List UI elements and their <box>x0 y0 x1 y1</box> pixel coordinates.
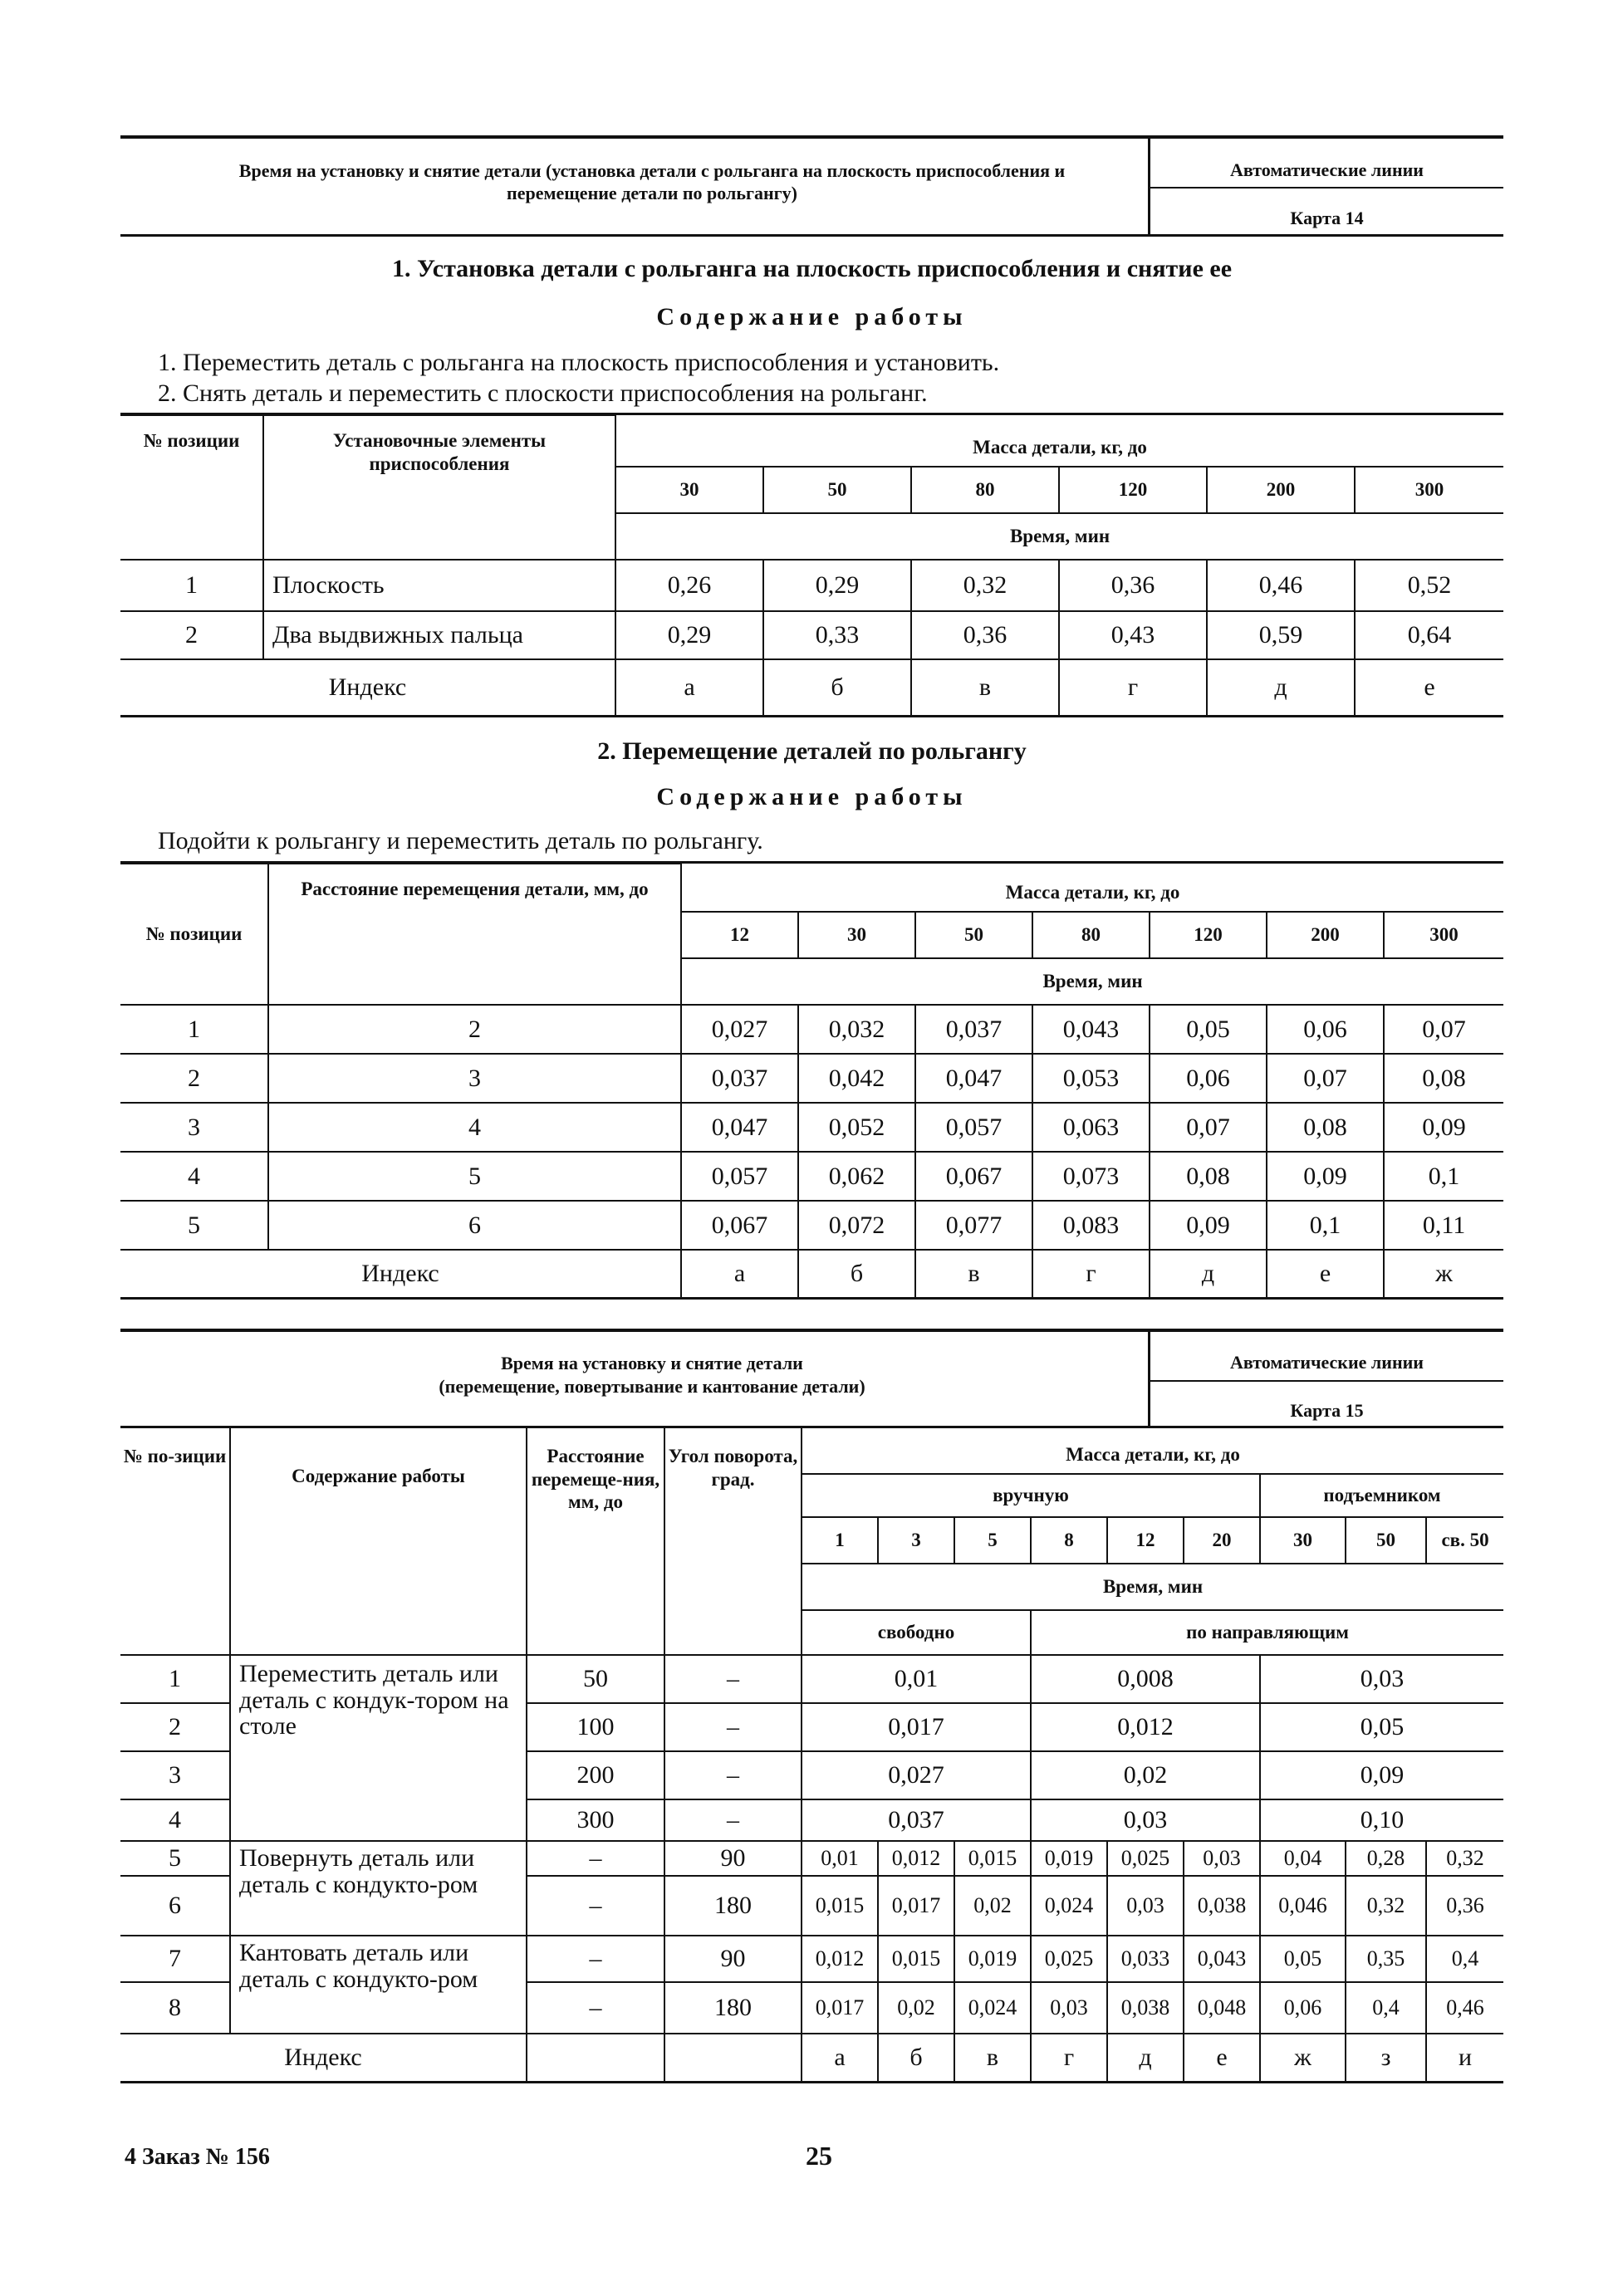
cell-value: 0,03 <box>1031 1982 1107 2034</box>
cell-value: 0,017 <box>878 1876 954 1936</box>
cell-value: 0,4 <box>1346 1982 1426 2034</box>
manual-header: вручную <box>802 1474 1260 1517</box>
mass-col: 3 <box>878 1517 954 1564</box>
cell-content: Кантовать деталь или деталь с кондукто-ром <box>230 1936 527 2034</box>
mass-header: Масса детали, кг, до <box>802 1427 1503 1474</box>
cell-distance: 3 <box>268 1054 681 1103</box>
cell-distance: – <box>527 1982 664 2034</box>
cell-value: 0,29 <box>615 611 763 659</box>
cell-value: 0,29 <box>763 560 911 611</box>
hoist-header: подъемником <box>1260 1474 1503 1517</box>
index-cell: з <box>1346 2034 1426 2082</box>
cell-value: 0,048 <box>1184 1982 1260 2034</box>
time-header: Время, мин <box>681 958 1503 1005</box>
section2-content-title: Содержание работы <box>656 783 968 810</box>
table-row <box>120 560 1503 611</box>
cell-angle: – <box>664 1655 802 1703</box>
cell-guides: 0,02 <box>1031 1751 1260 1799</box>
cell-value: 0,08 <box>1267 1103 1384 1152</box>
table-row <box>120 1655 1503 1703</box>
cell-angle: 90 <box>664 1841 802 1876</box>
col-header-content: Содержание работы <box>230 1427 527 1655</box>
index-row <box>120 1250 1503 1298</box>
table-setup-removal <box>120 414 1503 717</box>
cell-position: 3 <box>120 1751 230 1799</box>
cell-value: 0,06 <box>1267 1005 1384 1054</box>
cell-position: 2 <box>120 1054 268 1103</box>
mass-col: 200 <box>1207 467 1355 513</box>
cell-position: 1 <box>120 1655 230 1703</box>
index-cell: е <box>1184 2034 1260 2082</box>
cell-value: 0,36 <box>1426 1876 1503 1936</box>
cell-position: 6 <box>120 1876 230 1936</box>
cell-distance: 50 <box>527 1655 664 1703</box>
card15-title-line1: Время на установку и снятие детали <box>501 1353 803 1373</box>
cell-value: 0,07 <box>1384 1005 1503 1054</box>
cell-value: 0,01 <box>802 1841 878 1876</box>
cell-position: 2 <box>120 611 263 659</box>
card15-number: Карта 15 <box>1290 1400 1364 1421</box>
index-cell: б <box>798 1250 915 1298</box>
cell-value: 0,057 <box>915 1103 1032 1152</box>
index-cell: д <box>1150 1250 1267 1298</box>
table-roller-movement <box>120 863 1503 1300</box>
section1-step-2: 2. Снять деталь и переместить с плоскости приспособления на рольганг. <box>158 379 928 407</box>
mass-col: 50 <box>763 467 911 513</box>
index-cell: а <box>802 2034 878 2082</box>
cell-angle: – <box>664 1799 802 1841</box>
cell-position: 7 <box>120 1936 230 1982</box>
cell-content: Повернуть деталь или деталь с кондукто-ром <box>230 1841 527 1936</box>
section1-heading: 1. Установка детали с рольганга на плоскость приспособления и снятие ее <box>391 255 1233 282</box>
cell-value: 0,06 <box>1150 1054 1267 1103</box>
cell-distance: 200 <box>527 1751 664 1799</box>
cell-element: Плоскость <box>263 560 615 611</box>
mass-col: 12 <box>1107 1517 1184 1564</box>
mass-col: 200 <box>1267 912 1384 958</box>
card15-header-mid-rule <box>1150 1380 1503 1382</box>
cell-value: 0,09 <box>1267 1152 1384 1201</box>
index-cell: в <box>915 1250 1032 1298</box>
mass-col: 120 <box>1059 467 1207 513</box>
section1-content-title: Содержание работы <box>656 303 968 330</box>
index-row <box>120 659 1503 716</box>
cell-value: 0,047 <box>915 1054 1032 1103</box>
header-mid-rule <box>1150 187 1503 188</box>
cell-guides: 0,008 <box>1031 1655 1260 1703</box>
col-header-elements: Установочные элементы приспособления <box>263 415 615 560</box>
col-header-position: № позиции <box>120 864 268 1005</box>
table-row <box>120 1005 1503 1054</box>
time-header: Время, мин <box>615 513 1503 560</box>
mass-col: 30 <box>1260 1517 1346 1564</box>
index-label: Индекс <box>120 2034 527 2082</box>
cell-value: 0,05 <box>1260 1936 1346 1982</box>
cell-value: 0,046 <box>1260 1876 1346 1936</box>
index-cell: и <box>1426 2034 1503 2082</box>
index-cell: а <box>681 1250 798 1298</box>
cell-value: 0,015 <box>802 1876 878 1936</box>
card15-category: Автоматические линии <box>1230 1352 1424 1373</box>
cell-hoist: 0,05 <box>1260 1703 1503 1751</box>
cell-value: 0,038 <box>1107 1982 1184 2034</box>
cell-free: 0,017 <box>802 1703 1031 1751</box>
cell-distance: 2 <box>268 1005 681 1054</box>
guides-header: по направляющим <box>1031 1610 1503 1655</box>
table-move-turn-tilt <box>120 1427 1503 2083</box>
cell-hoist: 0,03 <box>1260 1655 1503 1703</box>
index-cell: ж <box>1384 1250 1503 1298</box>
cell-distance: 300 <box>527 1799 664 1841</box>
cell-angle: – <box>664 1703 802 1751</box>
index-label: Индекс <box>120 659 615 716</box>
cell-value: 0,067 <box>681 1201 798 1250</box>
empty-cell <box>527 2034 664 2082</box>
cell-value: 0,047 <box>681 1103 798 1152</box>
footer-page-number: 25 <box>806 2141 832 2171</box>
cell-value: 0,04 <box>1260 1841 1346 1876</box>
section2-step: Подойти к рольгангу и переместить деталь по рольгангу. <box>158 827 763 854</box>
cell-free: 0,037 <box>802 1799 1031 1841</box>
table-row <box>120 1103 1503 1152</box>
cell-hoist: 0,09 <box>1260 1751 1503 1799</box>
cell-position: 1 <box>120 560 263 611</box>
cell-value: 0,1 <box>1384 1152 1503 1201</box>
cell-value: 0,36 <box>1059 560 1207 611</box>
mass-col: 300 <box>1355 467 1503 513</box>
cell-value: 0,019 <box>954 1936 1031 1982</box>
cell-value: 0,015 <box>878 1936 954 1982</box>
cell-value: 0,037 <box>915 1005 1032 1054</box>
cell-distance: 5 <box>268 1152 681 1201</box>
cell-value: 0,042 <box>798 1054 915 1103</box>
col-header-distance: Расстояние перемеще-ния, мм, до <box>527 1427 664 1655</box>
cell-value: 0,07 <box>1150 1103 1267 1152</box>
col-header-position: № по-зиции <box>120 1427 230 1655</box>
cell-value: 0,28 <box>1346 1841 1426 1876</box>
index-cell: е <box>1355 659 1503 716</box>
cell-value: 0,07 <box>1267 1054 1384 1103</box>
mass-col: 30 <box>615 467 763 513</box>
table-row <box>120 1201 1503 1250</box>
cell-value: 0,057 <box>681 1152 798 1201</box>
cell-value: 0,64 <box>1355 611 1503 659</box>
cell-value: 0,08 <box>1150 1152 1267 1201</box>
cell-guides: 0,03 <box>1031 1799 1260 1841</box>
cell-value: 0,59 <box>1207 611 1355 659</box>
index-cell: е <box>1267 1250 1384 1298</box>
col-header-angle: Угол поворота, град. <box>664 1427 802 1655</box>
cell-value: 0,062 <box>798 1152 915 1201</box>
section2-heading: 2. Перемещение деталей по рольгангу <box>597 737 1027 765</box>
index-label: Индекс <box>120 1250 681 1298</box>
cell-value: 0,46 <box>1207 560 1355 611</box>
card14-number: Карта 14 <box>1290 208 1364 228</box>
table-row <box>120 1936 1503 1982</box>
cell-value: 0,012 <box>802 1936 878 1982</box>
cell-value: 0,03 <box>1107 1876 1184 1936</box>
cell-value: 0,43 <box>1059 611 1207 659</box>
cell-value: 0,4 <box>1426 1936 1503 1982</box>
cell-position: 3 <box>120 1103 268 1152</box>
footer-order: 4 Заказ № 156 <box>125 2144 270 2170</box>
cell-value: 0,015 <box>954 1841 1031 1876</box>
cell-value: 0,05 <box>1150 1005 1267 1054</box>
index-cell: б <box>763 659 911 716</box>
index-cell: в <box>911 659 1059 716</box>
cell-value: 0,038 <box>1184 1876 1260 1936</box>
cell-content: Переместить деталь или деталь с кондук-тором на столе <box>230 1655 527 1841</box>
index-cell: г <box>1032 1250 1150 1298</box>
table-row <box>120 1054 1503 1103</box>
cell-value: 0,11 <box>1384 1201 1503 1250</box>
cell-element: Два выдвижных пальца <box>263 611 615 659</box>
empty-cell <box>664 2034 802 2082</box>
index-cell: д <box>1207 659 1355 716</box>
cell-value: 0,02 <box>878 1982 954 2034</box>
mass-header: Масса детали, кг, до <box>615 415 1503 467</box>
section1-step-1: 1. Переместить деталь с рольганга на плоскость приспособления и установить. <box>158 349 1000 376</box>
cell-position: 5 <box>120 1841 230 1876</box>
mass-col: 1 <box>802 1517 878 1564</box>
mass-header: Масса детали, кг, до <box>681 864 1503 912</box>
cell-value: 0,09 <box>1150 1201 1267 1250</box>
cell-value: 0,043 <box>1184 1936 1260 1982</box>
cell-value: 0,32 <box>1426 1841 1503 1876</box>
index-cell: б <box>878 2034 954 2082</box>
cell-value: 0,025 <box>1107 1841 1184 1876</box>
cell-position: 4 <box>120 1152 268 1201</box>
cell-value: 0,077 <box>915 1201 1032 1250</box>
cell-value: 0,043 <box>1032 1005 1150 1054</box>
cell-position: 5 <box>120 1201 268 1250</box>
card15-top-rule <box>120 1329 1503 1332</box>
cell-hoist: 0,10 <box>1260 1799 1503 1841</box>
cell-value: 0,033 <box>1107 1936 1184 1982</box>
index-cell: д <box>1107 2034 1184 2082</box>
mass-col: 8 <box>1031 1517 1107 1564</box>
top-rule <box>120 135 1503 139</box>
cell-value: 0,35 <box>1346 1936 1426 1982</box>
cell-value: 0,33 <box>763 611 911 659</box>
card14-title: Время на установку и снятие детали (установка детали с рольганга на плоскость приспособления и перемещение детали по рольгангу) <box>238 160 1066 203</box>
card14-category: Автоматические линии <box>1230 159 1424 180</box>
cell-value: 0,26 <box>615 560 763 611</box>
cell-position: 4 <box>120 1799 230 1841</box>
cell-angle: – <box>664 1751 802 1799</box>
cell-distance: 4 <box>268 1103 681 1152</box>
mass-col: 12 <box>681 912 798 958</box>
cell-value: 0,017 <box>802 1982 878 2034</box>
cell-position: 8 <box>120 1982 230 2034</box>
cell-distance: – <box>527 1876 664 1936</box>
mass-col: 80 <box>911 467 1059 513</box>
mass-col: 80 <box>1032 912 1150 958</box>
cell-angle: 90 <box>664 1936 802 1982</box>
cell-position: 2 <box>120 1703 230 1751</box>
cell-value: 0,46 <box>1426 1982 1503 2034</box>
cell-value: 0,08 <box>1384 1054 1503 1103</box>
cell-value: 0,36 <box>911 611 1059 659</box>
cell-value: 0,052 <box>798 1103 915 1152</box>
cell-value: 0,03 <box>1184 1841 1260 1876</box>
cell-distance: 6 <box>268 1201 681 1250</box>
mass-col: 50 <box>1346 1517 1426 1564</box>
mass-col: 30 <box>798 912 915 958</box>
header-bottom-rule <box>120 234 1503 237</box>
card15-title-line2: (перемещение, повертывание и кантование детали) <box>439 1376 865 1397</box>
table-row <box>120 611 1503 659</box>
cell-guides: 0,012 <box>1031 1703 1260 1751</box>
cell-value: 0,067 <box>915 1152 1032 1201</box>
index-cell: в <box>954 2034 1031 2082</box>
cell-value: 0,032 <box>798 1005 915 1054</box>
cell-value: 0,025 <box>1031 1936 1107 1982</box>
cell-angle: 180 <box>664 1876 802 1936</box>
cell-free: 0,01 <box>802 1655 1031 1703</box>
cell-distance: 100 <box>527 1703 664 1751</box>
index-cell: ж <box>1260 2034 1346 2082</box>
cell-value: 0,027 <box>681 1005 798 1054</box>
mass-col: 300 <box>1384 912 1503 958</box>
cell-value: 0,072 <box>798 1201 915 1250</box>
cell-value: 0,024 <box>954 1982 1031 2034</box>
cell-value: 0,053 <box>1032 1054 1150 1103</box>
col-header-distance: Расстояние перемещения детали, мм, до <box>268 864 681 1005</box>
index-cell: г <box>1059 659 1207 716</box>
mass-col: св. 50 <box>1426 1517 1503 1564</box>
cell-value: 0,32 <box>1346 1876 1426 1936</box>
cell-value: 0,019 <box>1031 1841 1107 1876</box>
mass-col: 20 <box>1184 1517 1260 1564</box>
mass-col: 50 <box>915 912 1032 958</box>
table-row <box>120 1841 1503 1876</box>
col-header-position: № позиции <box>120 415 263 560</box>
cell-value: 0,083 <box>1032 1201 1150 1250</box>
index-row <box>120 2034 1503 2082</box>
cell-value: 0,09 <box>1384 1103 1503 1152</box>
cell-value: 0,32 <box>911 560 1059 611</box>
cell-angle: 180 <box>664 1982 802 2034</box>
cell-value: 0,063 <box>1032 1103 1150 1152</box>
mass-col: 5 <box>954 1517 1031 1564</box>
cell-value: 0,073 <box>1032 1152 1150 1201</box>
time-header: Время, мин <box>802 1564 1503 1610</box>
table-row <box>120 1152 1503 1201</box>
free-header: свободно <box>802 1610 1031 1655</box>
cell-value: 0,037 <box>681 1054 798 1103</box>
cell-value: 0,52 <box>1355 560 1503 611</box>
cell-value: 0,06 <box>1260 1982 1346 2034</box>
mass-col: 120 <box>1150 912 1267 958</box>
cell-distance: – <box>527 1936 664 1982</box>
cell-value: 0,02 <box>954 1876 1031 1936</box>
cell-position: 1 <box>120 1005 268 1054</box>
cell-distance: – <box>527 1841 664 1876</box>
cell-value: 0,012 <box>878 1841 954 1876</box>
cell-value: 0,024 <box>1031 1876 1107 1936</box>
index-cell: а <box>615 659 763 716</box>
index-cell: г <box>1031 2034 1107 2082</box>
cell-value: 0,1 <box>1267 1201 1384 1250</box>
cell-free: 0,027 <box>802 1751 1031 1799</box>
